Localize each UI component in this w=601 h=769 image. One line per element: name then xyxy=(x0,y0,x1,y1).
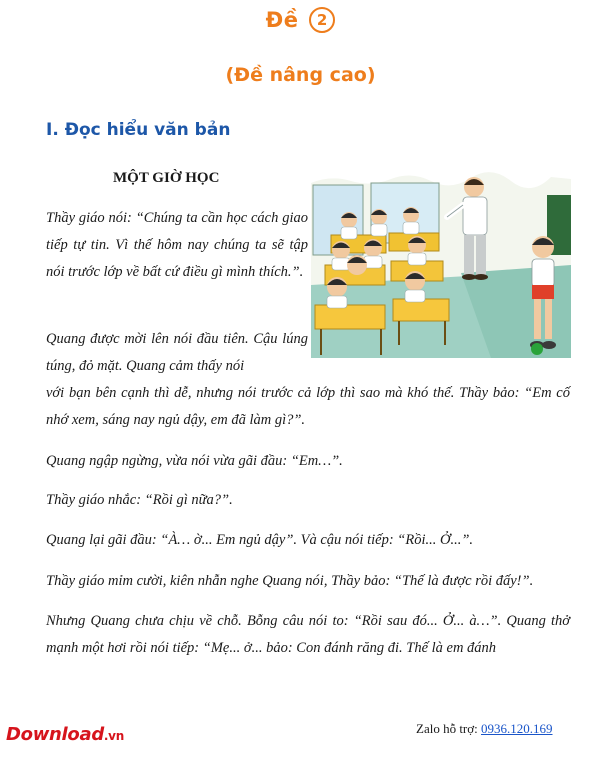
classroom-illustration xyxy=(311,165,571,358)
logo-main-text: Download xyxy=(6,724,104,745)
exam-title-prefix: Đề xyxy=(265,8,299,32)
zalo-support xyxy=(416,721,553,737)
story-title: MỘT GIỜ HỌC xyxy=(113,170,220,186)
story-paragraph-1: Thầy giáo nói: “Chúng ta cần học cách giao tiếp tự tin. Vì thế hôm nay chúng ta sẽ tập nói trước lớp về bất cứ điều gì mình thích.”. xyxy=(46,210,308,280)
story-paragraph-4: Thầy giáo nhắc: “Rồi gì nữa?”. xyxy=(46,492,233,508)
story-paragraph-7: Nhưng Quang chưa chịu về chỗ. Bỗng câu nói to: “Rồi sau đó... Ở... à…”. Quang thở mạnh một hơi rồi nói tiếp: “Mẹ... ở... bảo: Con đánh răng đi. Thế là em đánh xyxy=(46,613,570,656)
story-paragraph-6: Thầy giáo mỉm cười, kiên nhẫn nghe Quang nói, Thầy bảo: “Thế là được rồi đấy!”. xyxy=(46,573,534,589)
logo-suffix-text: .vn xyxy=(103,729,124,743)
story-paragraph-5: Quang lại gãi đầu: “À… ờ... Em ngủ dậy”. Và cậu nói tiếp: “Rồi... Ở...”. xyxy=(46,532,474,548)
story-paragraph-3: Quang ngập ngừng, vừa nói vừa gãi đầu: “Em…”. xyxy=(46,453,343,469)
section-heading: I. Đọc hiểu văn bản xyxy=(46,120,231,140)
story-paragraph-2-start: Quang được mời lên nói đầu tiên. Cậu lúng túng, đỏ mặt. Quang cảm thấy nói xyxy=(46,331,308,374)
story-paragraph-2-end: với bạn bên cạnh thì dễ, nhưng nói trước cả lớp thì sao mà khó thế. Thầy bảo: “Em cố nhớ xem, sáng nay ngủ dậy, em đã làm gì?”. xyxy=(46,385,570,428)
exam-number-circle: 2 xyxy=(309,7,335,33)
download-vn-logo[interactable] xyxy=(6,724,124,745)
zalo-label: Zalo hỗ trợ: xyxy=(416,721,478,736)
zalo-phone-link[interactable]: 0936.120.169 xyxy=(481,721,553,736)
exam-subtitle: (Đề nâng cao) xyxy=(225,64,376,86)
exam-title xyxy=(0,7,601,33)
